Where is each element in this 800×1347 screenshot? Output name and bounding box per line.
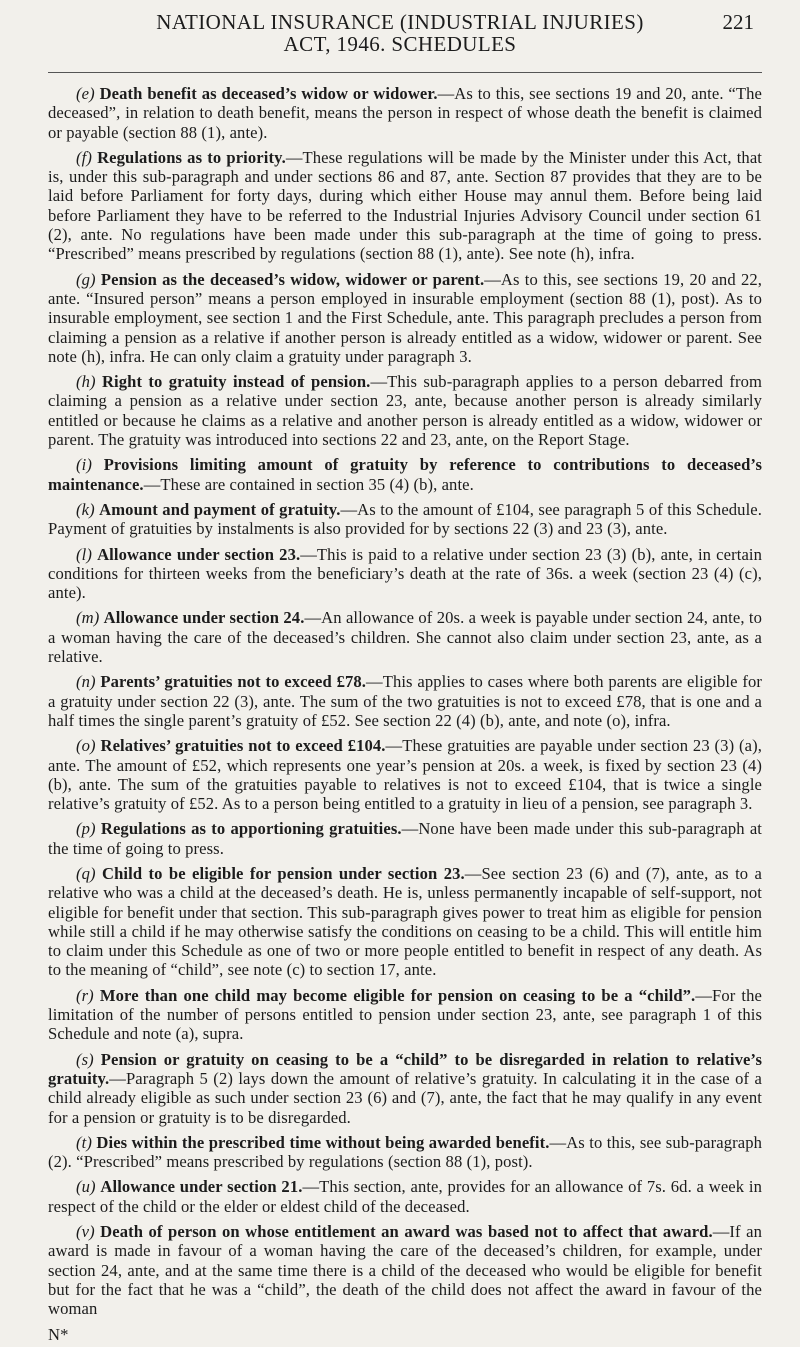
- note-paragraph: [48, 372, 762, 449]
- note-letter: (p): [76, 819, 96, 839]
- note-paragraph: [48, 500, 762, 539]
- note-letter: (k): [76, 499, 95, 519]
- note-text: —This sub-paragraph applies to a person debarred from claiming a pension as a relative under section 23, ante, because another person is already similarly entitled or because he claims as a relative and another person is already entitled as a widow, widower or parent. The gratuity was introduced into sections 22 and 23, ante, on the Report Stage.: [48, 372, 763, 450]
- note-text: —As to this, see sections 19 and 20, ante. “The deceased”, in relation to death benefit, means the person in respect of whose death the benefit is claimed or payable (section 88 (1), ante).: [48, 84, 762, 142]
- note-letter: (h): [76, 372, 96, 392]
- note-letter: (v): [76, 1222, 95, 1242]
- note-heading: Dies within the prescribed time without being awarded benefit.: [96, 1132, 550, 1152]
- note-letter: (i): [76, 455, 92, 475]
- note-heading: More than one child may become eligible for pension on ceasing to be a “child”.: [99, 985, 696, 1005]
- note-heading: Pension as the deceased’s widow, widower or parent.: [100, 269, 485, 289]
- note-text: —As to this, see sub-paragraph (2). “Prescribed” means prescribed by regulations (section 88 (1), post).: [48, 1132, 762, 1172]
- running-title: NATIONAL INSURANCE (INDUSTRIAL INJURIES): [156, 10, 644, 34]
- note-heading: Regulations as to priority.: [97, 147, 286, 167]
- note-text: —These are contained in section 35 (4) (b), ante.: [143, 474, 474, 494]
- note-heading: Parents’ gratuities not to exceed £78.: [100, 672, 367, 692]
- note-letter: (q): [76, 863, 96, 883]
- note-heading: Right to gratuity instead of pension.: [101, 372, 371, 392]
- running-subtitle: ACT, 1946. SCHEDULES: [283, 32, 517, 56]
- note-letter: (u): [76, 1177, 96, 1197]
- note-paragraph: [48, 1050, 762, 1127]
- note-heading: Allowance under section 24.: [103, 608, 305, 628]
- note-text: —Paragraph 5 (2) lays down the amount of relative’s gratuity. In calculating it in the case of a child already eligible as such under section 23 (6) and (7), ante, the fact that he may qualify in any event for a pension or gratuity is to be disregarded.: [48, 1068, 762, 1127]
- note-paragraph: [48, 672, 762, 730]
- note-text: —An allowance of 20s. a week is payable under section 24, ante, to a woman having the care of the deceased’s children. She cannot also claim under section 23, ante, as a relative.: [48, 608, 763, 667]
- note-text: —These regulations will be made by the Minister under this Act, that is, under this sub-paragraph and under sections 86 and 87, ante. Section 87 provides that they are to be laid before Parliament for forty days, during which either House may annul them. Before being laid before Parliament they have to be referred to the Industrial Injuries Advisory Council under section 61 (2), ante. No regulations have been made under this sub-paragraph at the time of going to press. “Prescribed” means prescribed by regulations (section 88 (1), ante). See note (h), infra.: [48, 147, 763, 264]
- note-letter: (g): [76, 269, 96, 289]
- note-paragraph: [48, 1133, 762, 1172]
- note-heading: Provisions limiting amount of gratuity by reference to contributions to deceased’s maintenance.: [48, 455, 763, 494]
- notes-body: [48, 84, 762, 1344]
- note-heading: Death of person on whose entitlement an award was based not to affect that award.: [100, 1222, 713, 1242]
- note-heading: Pension or gratuity on ceasing to be a “child” to be disregarded in relation to relative’s gratuity.: [48, 1049, 762, 1088]
- note-letter: (e): [76, 84, 95, 103]
- note-heading: Amount and payment of gratuity.: [99, 499, 341, 519]
- note-letter: (r): [76, 985, 94, 1005]
- note-text: —None have been made under this sub-paragraph at the time of going to press.: [48, 819, 763, 858]
- note-text: —These gratuities are payable under section 23 (3) (a), ante. The amount of £52, which represents one year’s pension at 20s. a week, is fixed by section 23 (4) (b), ante. The sum of the gratuities payable to relatives is not to exceed £104, that is twice a single relative’s gratuity of £52. As to a person being entitled to a gratuity in lieu of a pension, see paragraph 3.: [48, 736, 763, 814]
- note-text: —This section, ante, provides for an allowance of 7s. 6d. a week in respect of the child or the elder or eldest child of the deceased.: [48, 1177, 763, 1216]
- note-text: —See section 23 (6) and (7), ante, as to a relative who was a child at the deceased’s death. He is, unless permanently incapable of self-support, not eligible for benefit under that section. This sub-paragraph gives power to treat him as eligible for pension while still a child if he may otherwise satisfy the conditions on ceasing to be a child. This will entitle him to claim under this Schedule as one of two or more people entitled to benefit in respect of any death. As to the meaning of “child”, see note (c) to section 17, ante.: [48, 863, 763, 980]
- note-text: —This is paid to a relative under section 23 (3) (b), ante, in certain conditions for thirteen weeks from the beneficiary’s death at the rate of 36s. a week (section 23 (4) (c), ante).: [48, 544, 763, 603]
- note-heading: Relatives’ gratuities not to exceed £104.: [100, 736, 386, 756]
- note-paragraph: [48, 545, 762, 603]
- note-paragraph: [48, 608, 762, 666]
- note-letter: (s): [76, 1049, 94, 1069]
- note-text: —As to this, see sections 19, 20 and 22, ante. “Insured person” means a person employed in insurable employment (section 88 (1), post). As to insurable employment, see section 1 and the First Schedule, ante. This paragraph precludes a person from claiming a pension as a relative if another person is already entitled as a widow, widower or parent. See note (h), infra. He can only claim a gratuity under paragraph 3.: [48, 269, 762, 366]
- note-heading: Allowance under section 23.: [97, 544, 301, 564]
- note-paragraph: [48, 736, 762, 813]
- note-text: —As to the amount of £104, see paragraph 5 of this Schedule. Payment of gratuities by instalments is also provided for by sections 22 (3) and 23 (3), ante.: [48, 499, 762, 539]
- signature-mark: N*: [48, 1324, 69, 1344]
- note-letter: (f): [76, 147, 92, 167]
- note-letter: (m): [76, 608, 100, 628]
- note-paragraph: [48, 819, 762, 858]
- note-paragraph: [48, 986, 762, 1044]
- note-letter: (n): [76, 672, 96, 692]
- note-text: —This applies to cases where both parents are eligible for a gratuity under section 22 (3), ante. The sum of the two gratuities is not to exceed £78, that is one and a half times the single parent’s gratuity of £52. See section 22 (4) (b), ante, and note (o), infra.: [48, 672, 762, 730]
- note-heading: Allowance under section 21.: [100, 1177, 303, 1197]
- note-letter: (l): [76, 544, 92, 564]
- note-paragraph: [48, 148, 762, 264]
- note-heading: Death benefit as deceased’s widow or widower.: [99, 84, 438, 103]
- note-heading: Regulations as to apportioning gratuities.: [100, 819, 402, 839]
- note-paragraph: [48, 1222, 762, 1318]
- note-paragraph: [48, 864, 762, 980]
- note-paragraph: [48, 270, 762, 366]
- page-number: 221: [722, 10, 754, 34]
- note-paragraph: [48, 1177, 762, 1216]
- note-paragraph: [48, 84, 762, 142]
- header-rule: [48, 72, 762, 73]
- note-text: —For the limitation of the number of persons entitled to pension under section 23, ante, see paragraph 1 of this Schedule and note (a), supra.: [48, 985, 762, 1044]
- note-heading: Child to be eligible for pension under section 23.: [102, 863, 465, 883]
- note-letter: (t): [76, 1132, 92, 1152]
- note-text: —If an award is made in favour of a woman having the care of the deceased’s children, for example, under section 24, ante, and at the same time there is a child of the deceased who would be eligible for benefit but for the fact that he was a “child”, the death of the child does not affect the award in favour of the woman: [48, 1222, 762, 1319]
- note-letter: (o): [76, 736, 96, 756]
- note-paragraph: [48, 455, 762, 494]
